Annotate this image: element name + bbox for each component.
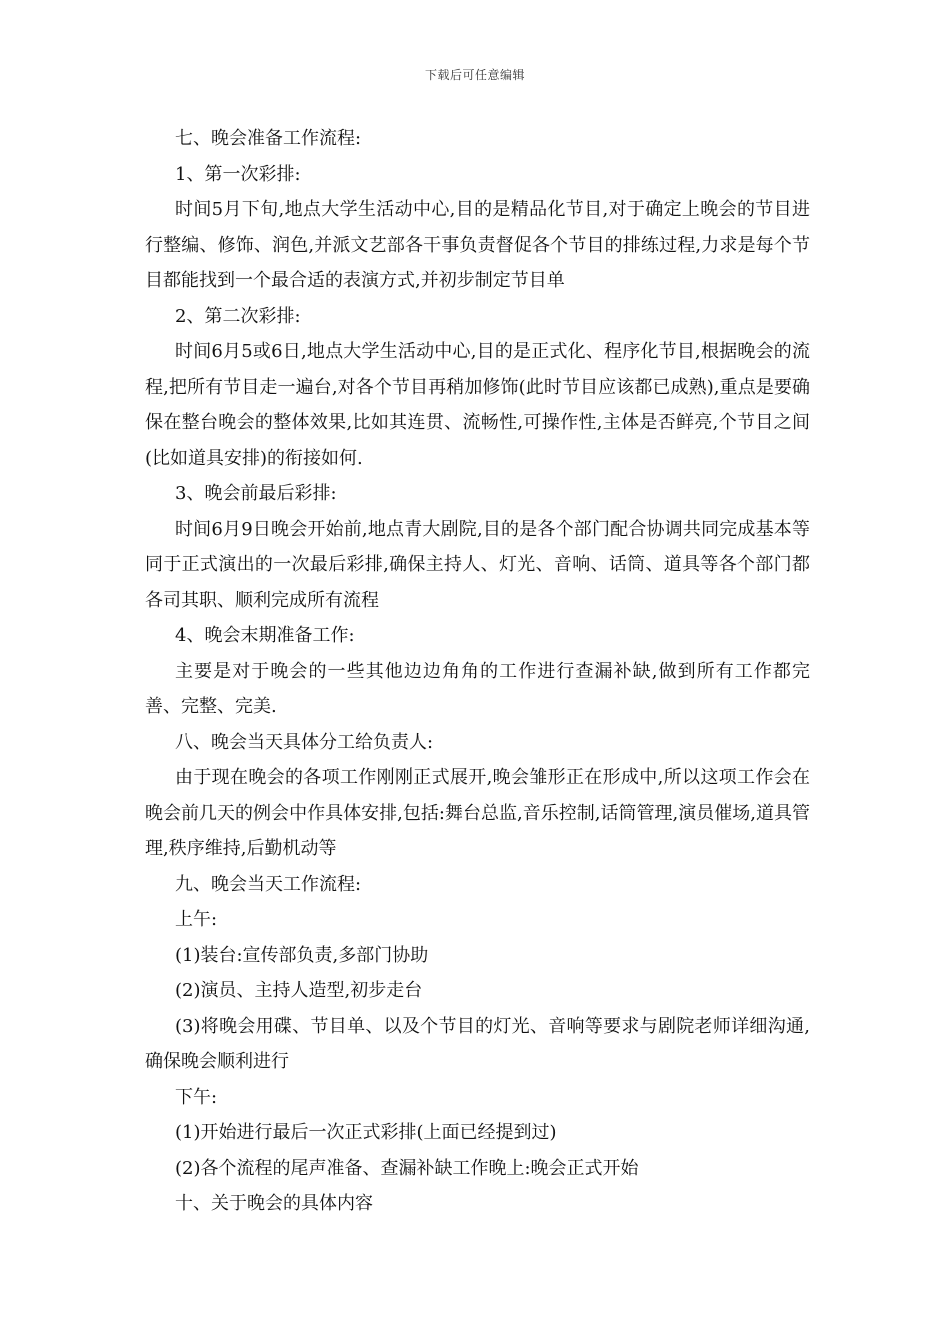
- subheading-second-rehearsal: 2、第二次彩排:: [175, 305, 301, 327]
- section-heading-preparation: 七、晚会准备工作流程:: [175, 128, 362, 149]
- list-item-morning-3: (3)将晚会用碟、节目单、以及个节目的灯光、音响等要求与剧院老师详细沟通,确保晚会顺利进行: [145, 1015, 810, 1072]
- list-item-morning-1: (1)装台:宣传部负责,多部门协助: [175, 944, 429, 966]
- list-item-afternoon-1: (1)开始进行最后一次正式彩排(上面已经提到过): [175, 1122, 557, 1143]
- subheading-final-preparation: 4、晚会末期准备工作:: [175, 625, 355, 646]
- paragraph-final-preparation: 主要是对于晚会的一些其他边边角角的工作进行查漏补缺,做到所有工作都完善、完整、完美.: [145, 660, 810, 717]
- page-header-note: 下载后可任意编辑: [424, 68, 525, 82]
- list-item-afternoon-2: (2)各个流程的尾声准备、查漏补缺工作晚上:晚会正式开始: [175, 1157, 639, 1179]
- document-body: [145, 121, 810, 1222]
- label-morning: 上午:: [175, 909, 218, 930]
- section-heading-assignments: 八、晚会当天具体分工给负责人:: [175, 731, 434, 753]
- paragraph-assignments: 由于现在晚会的各项工作刚刚正式展开,晚会雏形正在形成中,所以这项工作会在晚会前几天的例会中作具体安排,包括:舞台总监,音乐控制,话筒管理,演员催场,道具管理,秩序维持,后勤机动等: [145, 767, 810, 859]
- subheading-final-rehearsal: 3、晚会前最后彩排:: [175, 483, 337, 504]
- section-heading-day-workflow: 九、晚会当天工作流程:: [175, 873, 362, 895]
- paragraph-final-rehearsal: 时间6月9日晚会开始前,地点青大剧院,目的是各个部门配合协调共同完成基本等同于正式演出的一次最后彩排,确保主持人、灯光、音响、话筒、道具等各个部门都各司其职、顺利完成所有流程: [145, 518, 810, 611]
- section-heading-content: 十、关于晚会的具体内容: [175, 1193, 373, 1214]
- subheading-first-rehearsal: 1、第一次彩排:: [175, 163, 301, 185]
- paragraph-first-rehearsal: 时间5月下旬,地点大学生活动中心,目的是精品化节目,对于确定上晚会的节目进行整编、修饰、润色,并派文艺部各干事负责督促各个节目的排练过程,力求是每个节目都能找到一个最合适的表演方式,并初步制定节目单: [145, 199, 810, 291]
- list-item-morning-2: (2)演员、主持人造型,初步走台: [175, 980, 423, 1001]
- paragraph-second-rehearsal: 时间6月5或6日,地点大学生活动中心,目的是正式化、程序化节目,根据晚会的流程,把所有节目走一遍台,对各个节目再稍加修饰(此时节目应该都已成熟),重点是要确保在整台晚会的整体效果,比如其连贯、流畅性,可操作性,主体是否鲜亮,个节目之间(比如道具安排)的衔接如何.: [145, 341, 810, 469]
- label-afternoon: 下午:: [175, 1086, 218, 1108]
